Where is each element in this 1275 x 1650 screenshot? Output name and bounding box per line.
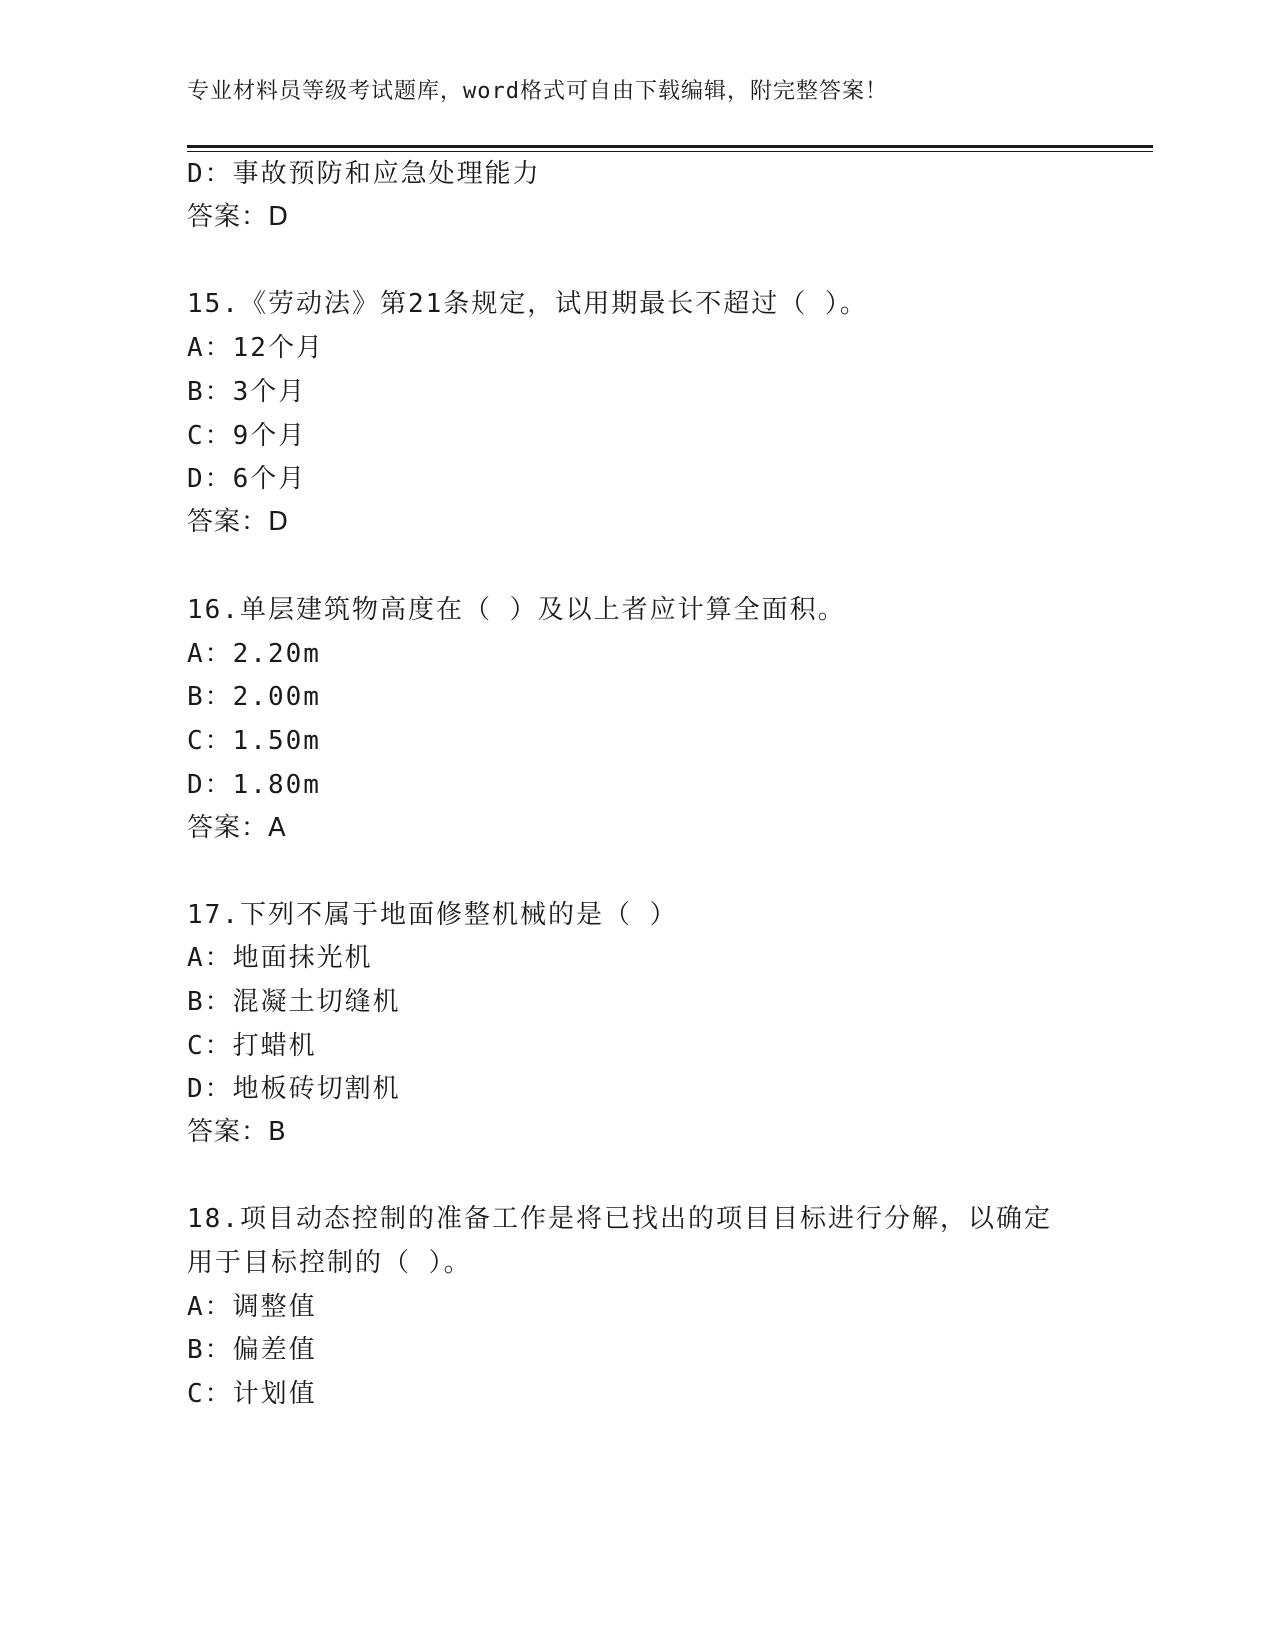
- header-rule-thick: [187, 145, 1153, 148]
- q18-option-c: C：计划值: [187, 1379, 317, 1409]
- q15-option-c: C：9个月: [187, 421, 307, 451]
- q16-answer: 答案：A: [187, 813, 287, 843]
- q15-option-a: A：12个月: [187, 333, 324, 363]
- q18-stem-line1: 18.项目动态控制的准备工作是将已找出的项目目标进行分解，以确定: [187, 1204, 1052, 1234]
- q16-option-b: B：2.00m: [187, 682, 321, 712]
- q17-answer: 答案：B: [187, 1117, 287, 1147]
- q16-stem: 16.单层建筑物高度在（ ）及以上者应计算全面积。: [187, 595, 846, 625]
- page-header: 专业材料员等级考试题库，word格式可自由下载编辑，附完整答案！: [187, 79, 888, 104]
- q18-stem-line2: 用于目标控制的（ ）。: [187, 1248, 472, 1278]
- q16-option-c: C：1.50m: [187, 726, 321, 756]
- q17-stem: 17.下列不属于地面修整机械的是（ ）: [187, 900, 678, 930]
- q18-option-a: A：调整值: [187, 1292, 317, 1322]
- q15-option-d: D：6个月: [187, 464, 307, 494]
- q15-answer: 答案：D: [187, 507, 290, 537]
- q15-stem: 15.《劳动法》第21条规定，试用期最长不超过（ ）。: [187, 289, 868, 319]
- q17-option-a: A：地面抹光机: [187, 943, 373, 973]
- prev-answer: 答案：D: [187, 202, 290, 232]
- q15-option-b: B：3个月: [187, 377, 307, 407]
- q17-option-b: B：混凝土切缝机: [187, 987, 401, 1017]
- q17-option-d: D：地板砖切割机: [187, 1074, 401, 1104]
- q18-option-b: B：偏差值: [187, 1335, 317, 1365]
- q17-option-c: C：打蜡机: [187, 1031, 317, 1061]
- q16-option-d: D：1.80m: [187, 770, 321, 800]
- q16-option-a: A：2.20m: [187, 639, 321, 669]
- prev-option-d: D：事故预防和应急处理能力: [187, 159, 541, 189]
- header-rule-thin: [187, 151, 1153, 152]
